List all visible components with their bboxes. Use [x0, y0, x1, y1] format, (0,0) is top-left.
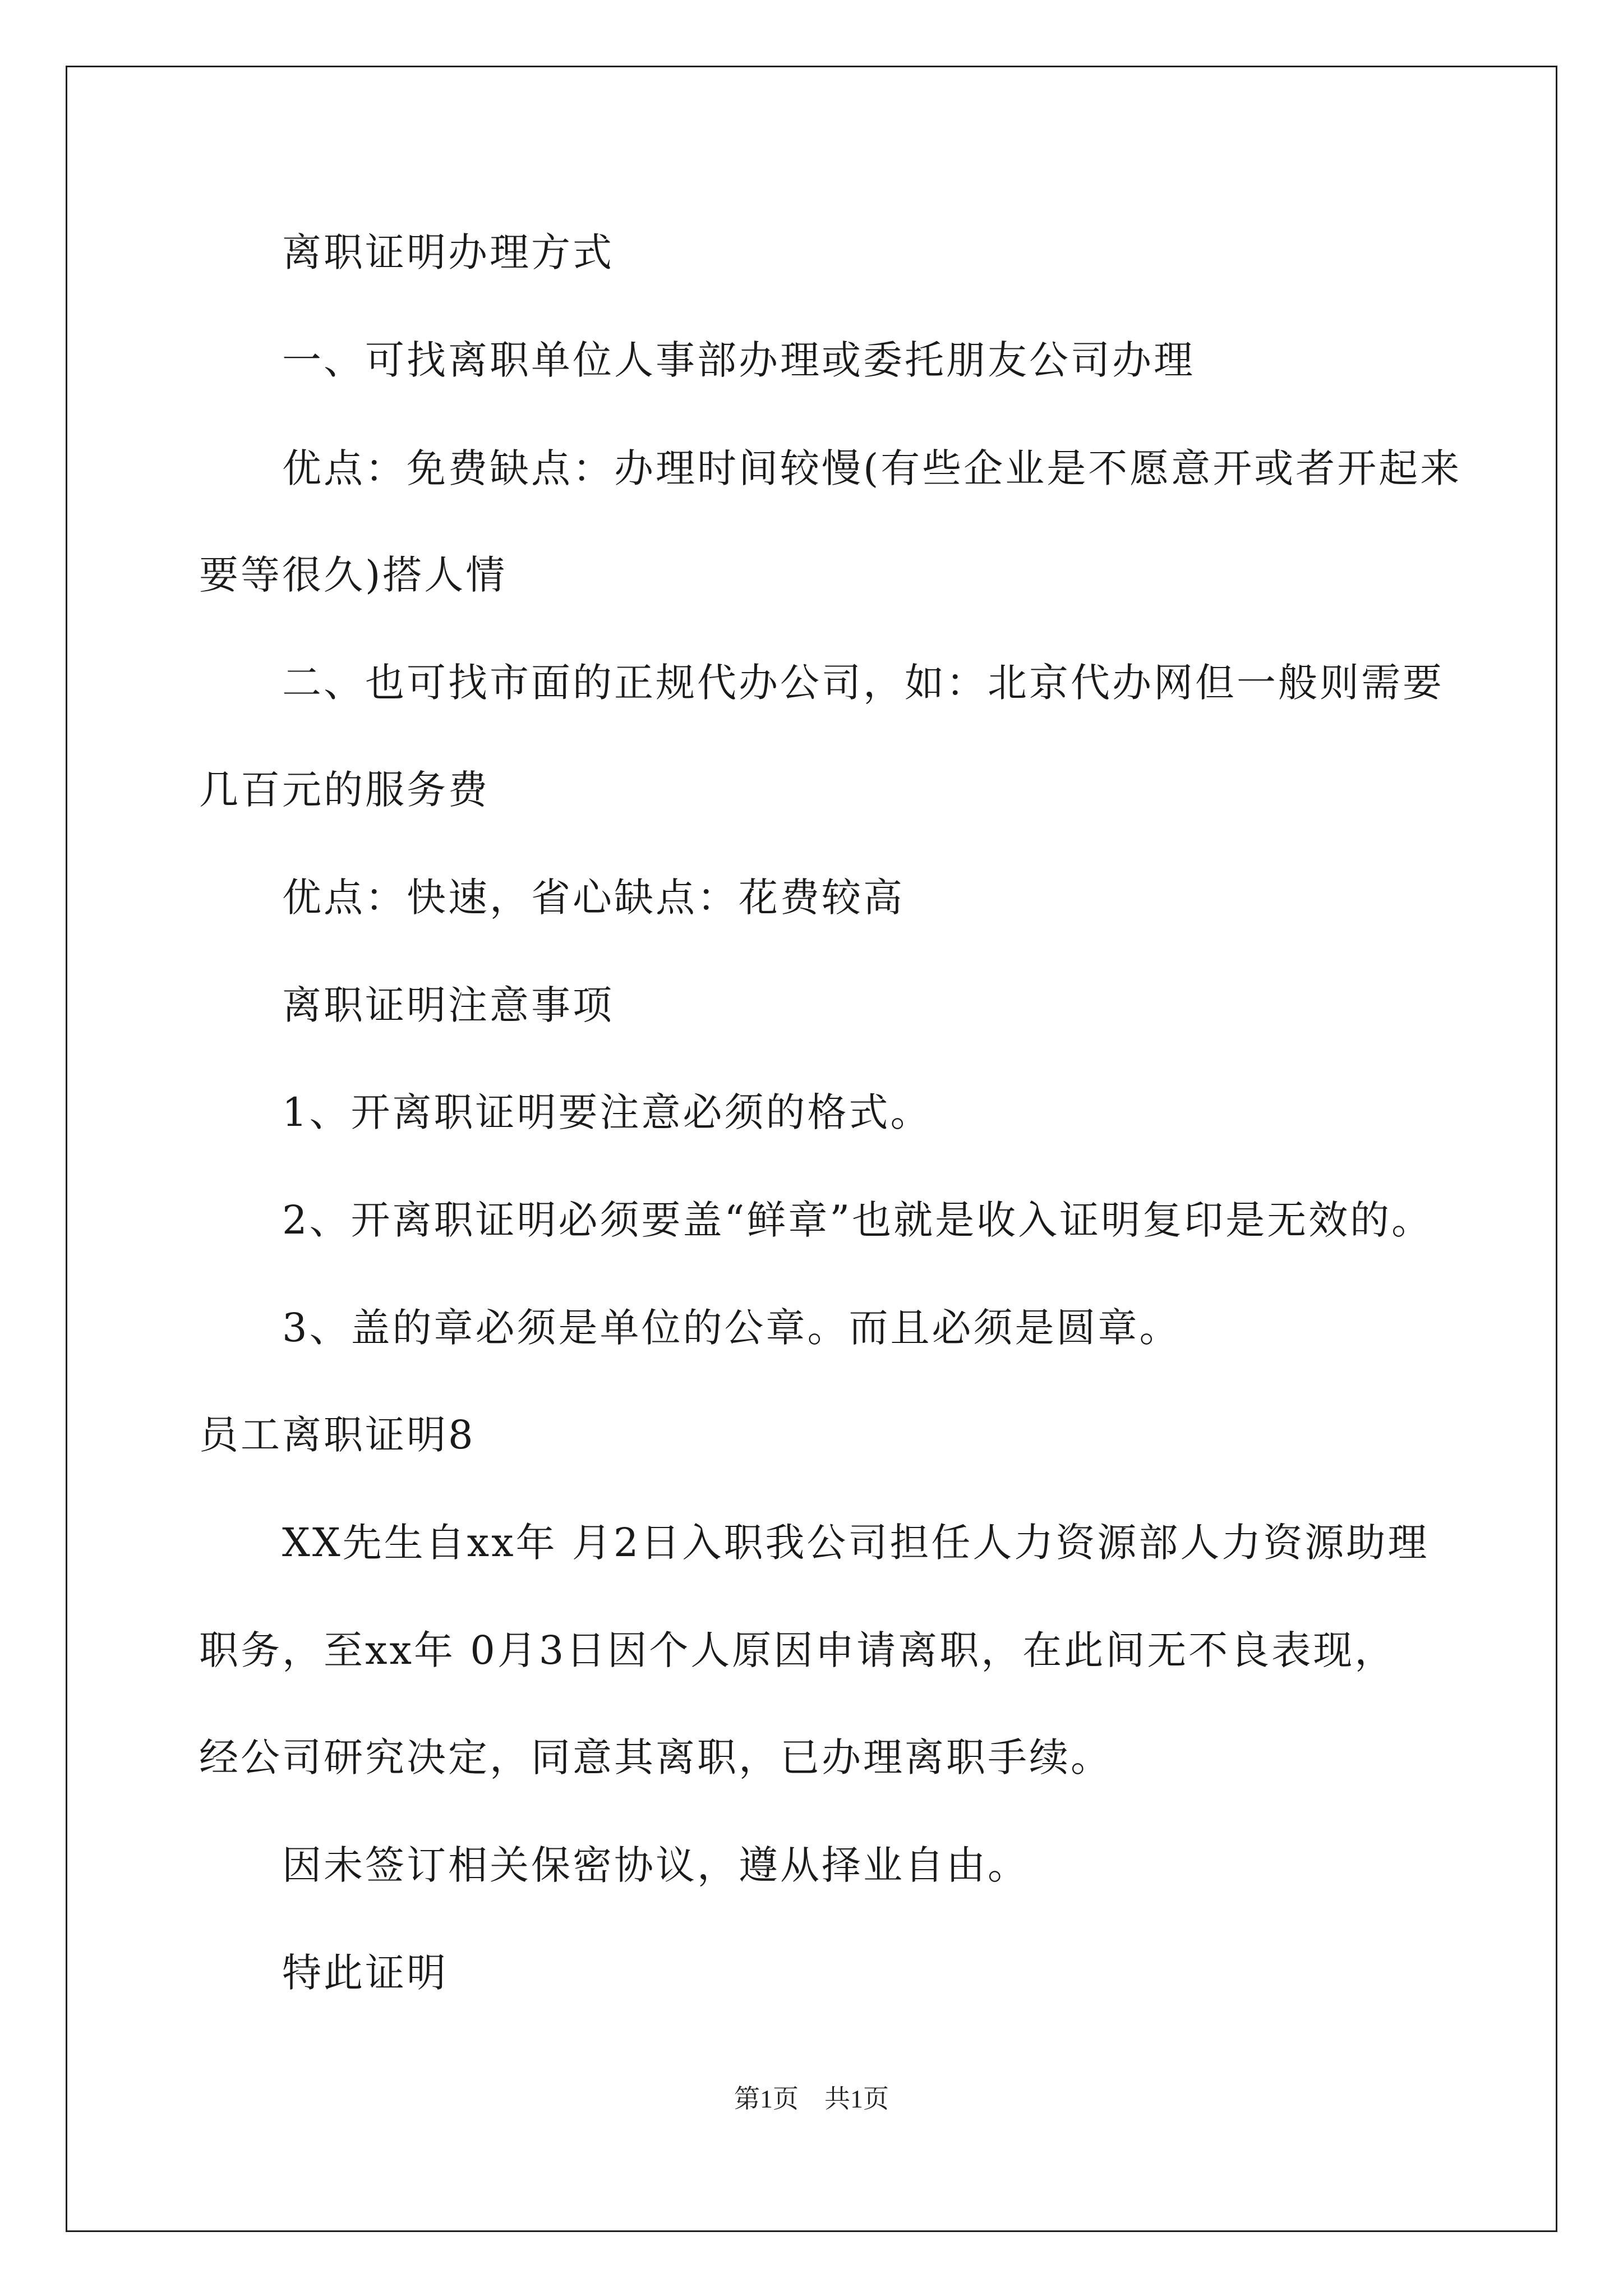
paragraph-option-two-cont: 几百元的服务费 [199, 767, 490, 813]
page-border [66, 66, 1557, 2232]
certificate-closing: 特此证明 [282, 1950, 448, 1996]
heading-certificate-8: 员工离职证明8 [199, 1412, 476, 1458]
paragraph-option-two-pros-cons: 优点：快速，省心缺点：花费较高 [282, 875, 905, 921]
heading-precautions: 离职证明注意事项 [282, 982, 614, 1028]
paragraph-option-two: 二、也可找市面的正规代办公司，如：北京代办网但一般则需要 [282, 660, 1444, 706]
list-item-3: 3、盖的章必须是单位的公章。而且必须是圆章。 [282, 1305, 1181, 1351]
certificate-body-line-2: 职务，至xx年 0月3日因个人原因申请离职，在此间无不良表现， [199, 1627, 1396, 1673]
list-item-1: 1、开离职证明要注意必须的格式。 [282, 1089, 932, 1135]
heading-resignation-procedure: 离职证明办理方式 [282, 229, 614, 275]
paragraph-option-one: 一、可找离职单位人事部办理或委托朋友公司办理 [282, 337, 1195, 383]
list-item-2: 2、开离职证明必须要盖“鲜章”也就是收入证明复印是无效的。 [282, 1197, 1433, 1243]
certificate-confidentiality: 因未签订相关保密协议，遵从择业自由。 [282, 1842, 1029, 1888]
certificate-body-line-3: 经公司研究决定，同意其离职，已办理离职手续。 [199, 1734, 1112, 1780]
page-number: 第1页 共1页 [734, 2085, 889, 2113]
paragraph-option-one-pros-cons-cont: 要等很久)搭人情 [199, 552, 508, 598]
paragraph-option-one-pros-cons: 优点：免费缺点：办理时间较慢(有些企业是不愿意开或者开起来 [282, 445, 1462, 491]
certificate-body-line-1: XX先生自xx年 月2日入职我公司担任人力资源部人力资源助理 [282, 1520, 1430, 1566]
